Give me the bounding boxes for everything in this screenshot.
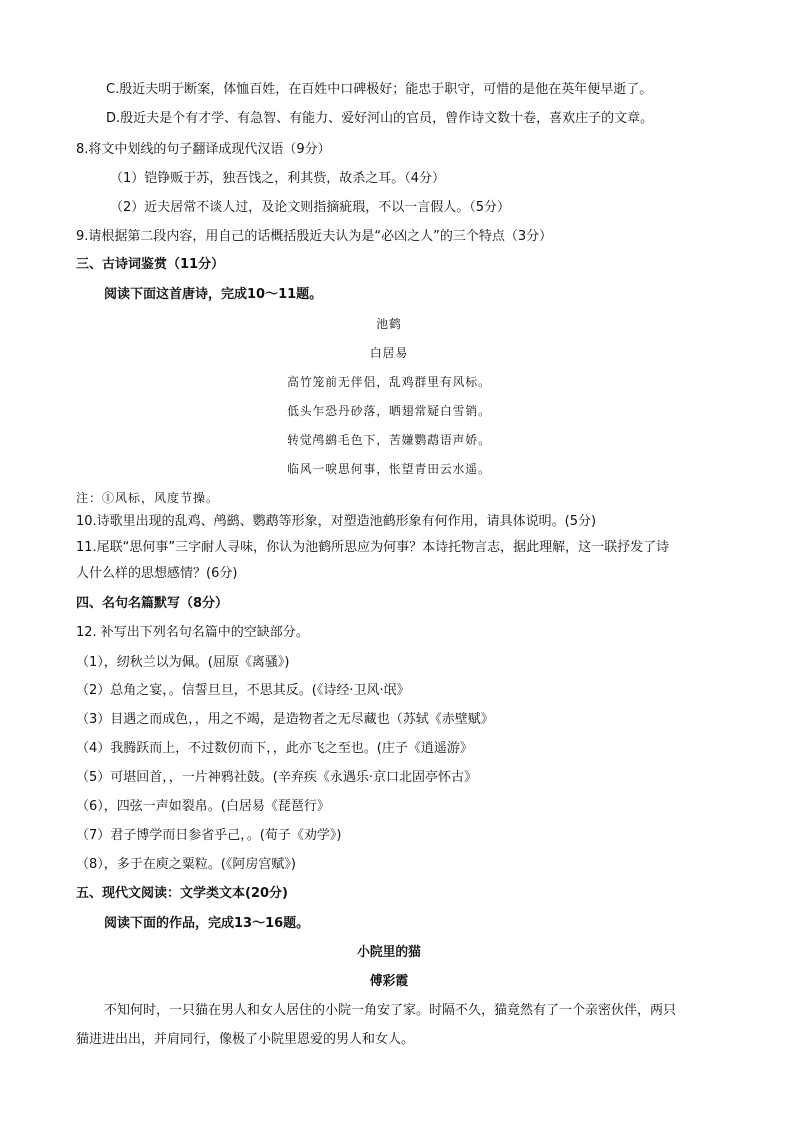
question-8-item-2: （2）近夫居常不谈人过，及论文则指摘疵瑕，不以一言假人。（5分） xyxy=(110,200,511,215)
recitation-item: （8），多于在庾之粟粒。(《阿房宫赋》) xyxy=(76,857,296,872)
recitation-item: （1），纫秋兰以为佩。(屈原《离骚》) xyxy=(76,655,290,670)
question-8: 8.将文中划线的句子翻译成现代汉语（9分） xyxy=(76,142,331,157)
poem-note: 注：①风标，风度节操。 xyxy=(76,491,220,505)
story-author: 傅彩霞 xyxy=(369,974,409,989)
poem-title: 池鹤 xyxy=(376,317,402,331)
poem-line: 临风一唳思何事，怅望青田云水遥。 xyxy=(287,462,491,476)
section-4-heading: 四、名句名篇默写（8分） xyxy=(76,596,229,611)
story-paragraph: 不知何时，一只猫在男人和女人居住的小院一角安了家。时隔不久，猫竟然有了一个亲密伙伴，两只 xyxy=(104,1003,677,1018)
question-11: 11.尾联“思何事”三字耐人寻味，你认为池鹤所思应为何事？本诗托物言志，据此理解，这一联抒发了诗 xyxy=(76,540,670,555)
question-11-continued: 人什么样的思想感情？(6分) xyxy=(76,566,238,581)
story-title: 小院里的猫 xyxy=(357,945,421,960)
question-9: 9.请根据第二段内容，用自己的话概括殷近夫认为是“必凶之人”的三个特点（3分） xyxy=(76,229,553,244)
question-8-item-1: （1）铠铮贩于苏，独吾饯之，利其赀，故杀之耳。（4分） xyxy=(110,171,446,186)
recitation-item: （2）总角之宴，。信誓旦旦，不思其反。(《诗经·卫风·氓》 xyxy=(76,683,410,698)
section-3-heading: 三、古诗词鉴赏（11分） xyxy=(76,257,225,272)
option-d: D.殷近夫是个有才学、有急智、有能力、爱好河山的官员，曾作诗文数十卷，喜欢庄子的文章。 xyxy=(106,111,654,126)
recitation-item: （4）我腾跃而上，不过数仞而下，，此亦飞之至也。(庄子《逍遥游》 xyxy=(76,741,473,756)
question-12: 12. 补写出下列名句名篇中的空缺部分。 xyxy=(76,625,309,640)
poem-line: 低头乍恐丹砂落，晒翅常疑白雪销。 xyxy=(287,404,491,418)
recitation-item: （3）目遇之而成色，，用之不竭，是造物者之无尽藏也（苏轼《赤壁赋》 xyxy=(76,712,494,727)
section-5-heading: 五、现代文阅读：文学类文本(20分) xyxy=(76,886,288,901)
story-paragraph-continued: 猫进进出出，并肩同行，像极了小院里恩爱的男人和女人。 xyxy=(76,1032,415,1047)
section-5-instruction: 阅读下面的作品，完成13～16题。 xyxy=(104,916,310,931)
poem-author: 白居易 xyxy=(369,346,409,360)
recitation-item: （6），四弦一声如裂帛。(白居易《琵琶行》 xyxy=(76,799,330,814)
question-10: 10.诗歌里出现的乱鸡、鸬鹚、鹦鹉等形象，对塑造池鹤形象有何作用，请具体说明。(5分) xyxy=(76,514,597,529)
recitation-item: （7）君子博学而日参省乎己，。(荀子《劝学》) xyxy=(76,828,342,843)
recitation-item: （5）可堪回首，，一片神鸦社鼓。(辛弃疾《永遇乐·京口北固亭怀古》 xyxy=(76,770,477,785)
poem-line: 转觉鸬鹚毛色下，苦嫌鹦鹉语声娇。 xyxy=(287,433,491,447)
option-c: C.殷近夫明于断案，体恤百姓，在百姓中口碑极好；能忠于职守，可惜的是他在英年便早逝了。 xyxy=(106,82,653,97)
poem-line: 高竹笼前无伴侣，乱鸡群里有风标。 xyxy=(287,375,491,389)
section-3-instruction: 阅读下面这首唐诗，完成10～11题。 xyxy=(104,287,323,302)
